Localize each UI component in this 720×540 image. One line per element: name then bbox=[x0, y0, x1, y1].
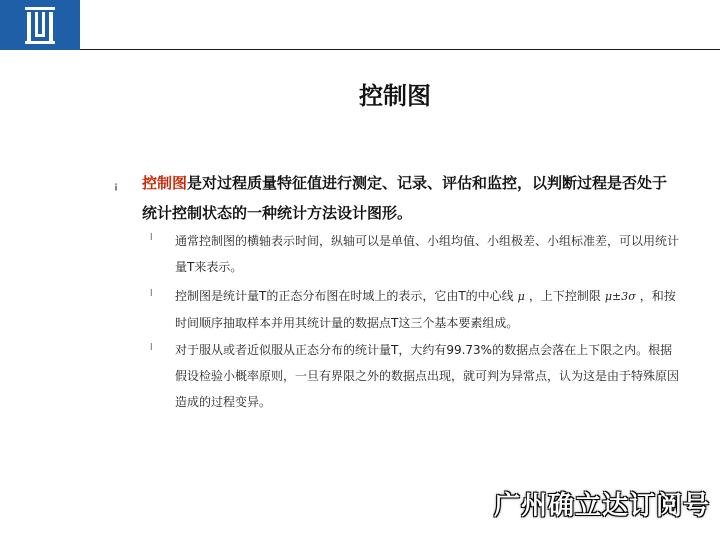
sub-point-2 bbox=[175, 283, 680, 336]
main-paragraph bbox=[142, 168, 682, 228]
building-logo-icon bbox=[24, 6, 56, 44]
watermark: 广州确立达订阅号 bbox=[493, 491, 710, 521]
sub-bullet-2: l bbox=[150, 289, 153, 299]
main-paragraph-text: 是对过程质量特征值进行测定、记录、评估和监控，以判断过程是否处于统计控制状态的一种统计方法设计图形。 bbox=[142, 174, 668, 222]
mu-symbol: μ bbox=[517, 290, 525, 303]
main-bullet: ¡ bbox=[114, 181, 119, 192]
header-divider bbox=[80, 49, 720, 50]
sub-point-3: 对于服从或者近似服从正态分布的统计量T，大约有99.73%的数据点会落在上下限之内。根据假设检验小概率原则，一旦有界限之外的数据点出现，就可判为异常点，认为这是由于特殊原因造成的过程变异。 bbox=[175, 343, 680, 409]
sub-point-1: 通常控制图的横轴表示时间，纵轴可以是单值、小组均值、小组极差、小组标准差，可以用统计量T来表示。 bbox=[175, 234, 680, 274]
page-title: 控制图 bbox=[359, 82, 431, 110]
control-limit-symbol: μ±3σ bbox=[604, 290, 636, 303]
sub-bullet-1: l bbox=[150, 233, 153, 243]
sub-point-2-text-a: 控制图是统计量T的正态分布图在时域上的表示，它由T的中心线 bbox=[175, 289, 514, 303]
sub-point-2-text-b: ，上下控制限 bbox=[528, 289, 601, 303]
logo bbox=[0, 0, 80, 50]
sub-bullet-3: l bbox=[150, 343, 153, 353]
highlight-term: 控制图 bbox=[142, 174, 188, 192]
sub-point-2-text-c: ，和按时间顺序抽取样本并用其统计量的数据点T这三个基本要素组成。 bbox=[175, 289, 676, 330]
